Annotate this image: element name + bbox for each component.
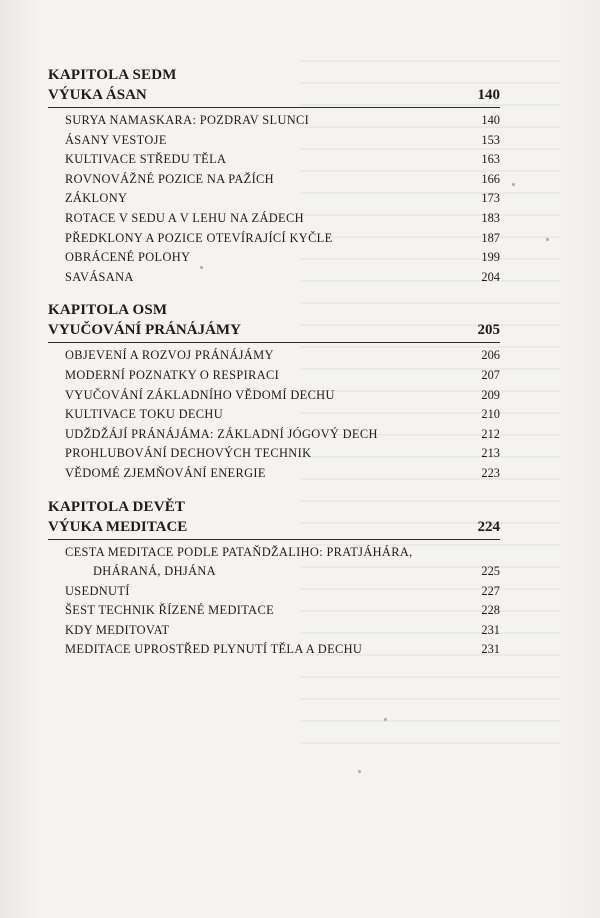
list-item	[65, 131, 500, 151]
entry-title: MEDITACE UPROSTŘED PLYNUTÍ TĚLA A DECHU	[65, 642, 363, 657]
entry-page: 210	[481, 407, 500, 422]
list-item	[65, 386, 500, 406]
entry-page: 212	[481, 426, 500, 441]
entry-page: 223	[481, 465, 500, 480]
entry-title: PROHLUBOVÁNÍ DECHOVÝCH TECHNIK	[65, 446, 312, 461]
section-list	[48, 543, 500, 661]
dust-speck	[512, 183, 515, 186]
entry-page: 231	[481, 622, 500, 637]
table-of-contents	[48, 66, 500, 674]
list-item	[65, 248, 500, 268]
entry-page: 183	[481, 210, 500, 225]
chapter-title-row	[48, 517, 500, 540]
list-item	[65, 111, 500, 131]
entry-title: OBJEVENÍ A ROZVOJ PRÁNÁJÁMY	[65, 348, 274, 363]
entry-title: SURYA NAMASKARA: POZDRAV SLUNCI	[65, 113, 310, 127]
entry-title: KULTIVACE STŘEDU TĚLA	[65, 152, 227, 167]
chapter-eight	[48, 301, 500, 483]
list-item	[65, 209, 500, 229]
entry-title: KULTIVACE TOKU DECHU	[65, 407, 223, 422]
entry-title: CESTA MEDITACE PODLE PATAŇDŽALIHO: PRATJÁHÁRA,	[65, 544, 413, 559]
entry-title: VYUČOVÁNÍ ZÁKLADNÍHO VĚDOMÍ DECHU	[65, 387, 335, 402]
list-item	[65, 543, 500, 582]
dust-speck	[546, 238, 549, 241]
list-item	[65, 425, 500, 445]
chapter-title: VÝUKA ÁSAN	[48, 87, 147, 103]
entry-title: ROVNOVÁŽNÉ POZICE NA PAŽÍCH	[65, 171, 274, 186]
list-item	[65, 444, 500, 464]
chapter-label: KAPITOLA OSM	[48, 302, 168, 319]
entry-title: OBRÁCENÉ POLOHY	[65, 250, 191, 265]
section-list	[48, 111, 500, 287]
chapter-label: KAPITOLA SEDM	[48, 67, 177, 83]
entry-title: SAVÁSANA	[65, 269, 134, 284]
entry-page: 231	[481, 642, 500, 657]
entry-page: 225	[481, 564, 500, 579]
entry-title: VĚDOMÉ ZJEMŇOVÁNÍ ENERGIE	[65, 465, 266, 480]
entry-page: 199	[481, 250, 500, 265]
entry-page: 166	[481, 171, 500, 186]
entry-page: 173	[481, 191, 500, 206]
chapter-page: 205	[477, 322, 500, 339]
list-item	[65, 582, 500, 602]
list-item	[65, 601, 500, 621]
list-item	[65, 150, 500, 170]
entry-title: UDŽDŽÁJÍ PRÁNÁJÁMA: ZÁKLADNÍ JÓGOVÝ DECH	[65, 426, 378, 441]
list-item	[65, 366, 500, 386]
entry-title-continued: DHÁRANÁ, DHJÁNA	[93, 564, 216, 579]
entry-title: ÁSANY VESTOJE	[65, 132, 167, 147]
list-item	[65, 170, 500, 190]
entry-title: MODERNÍ POZNATKY O RESPIRACI	[65, 367, 280, 382]
chapter-title: VYUČOVÁNÍ PRÁNÁJÁMY	[48, 322, 241, 339]
dust-speck	[384, 718, 387, 721]
chapter-title-row	[48, 320, 500, 343]
entry-page: 213	[481, 446, 500, 461]
entry-title: ROTACE V SEDU A V LEHU NA ZÁDECH	[65, 210, 304, 225]
entry-page: 153	[481, 132, 500, 147]
entry-title: PŘEDKLONY A POZICE OTEVÍRAJÍCÍ KYČLE	[65, 230, 333, 245]
list-item	[65, 640, 500, 660]
list-item	[65, 405, 500, 425]
entry-page: 227	[481, 583, 500, 598]
entry-title: ZÁKLONY	[65, 191, 128, 206]
chapter-page: 140	[477, 87, 500, 103]
entry-page: 187	[481, 230, 500, 245]
list-item	[65, 464, 500, 484]
entry-page: 204	[481, 269, 500, 284]
chapter-nine	[48, 498, 500, 661]
entry-page: 206	[481, 348, 500, 363]
entry-title: USEDNUTÍ	[65, 583, 130, 598]
section-list	[48, 346, 500, 483]
entry-title: ŠEST TECHNIK ŘÍZENÉ MEDITACE	[65, 603, 274, 618]
list-item	[65, 621, 500, 641]
list-item	[65, 346, 500, 366]
entry-title: KDY MEDITOVAT	[65, 622, 170, 637]
chapter-label: KAPITOLA DEVĚT	[48, 498, 186, 515]
entry-page: 228	[481, 603, 500, 618]
dust-speck	[200, 266, 203, 269]
chapter-title: VÝUKA MEDITACE	[48, 518, 188, 535]
entry-page: 207	[481, 367, 500, 382]
entry-page: 163	[481, 152, 500, 167]
entry-page: 140	[481, 113, 500, 127]
list-item	[65, 229, 500, 249]
entry-page: 209	[481, 387, 500, 402]
list-item	[65, 268, 500, 288]
chapter-seven	[48, 66, 500, 287]
chapter-page: 224	[477, 518, 500, 535]
dust-speck	[358, 770, 361, 773]
chapter-title-row	[48, 85, 500, 108]
entry-continuation-row	[65, 562, 500, 582]
list-item	[65, 189, 500, 209]
